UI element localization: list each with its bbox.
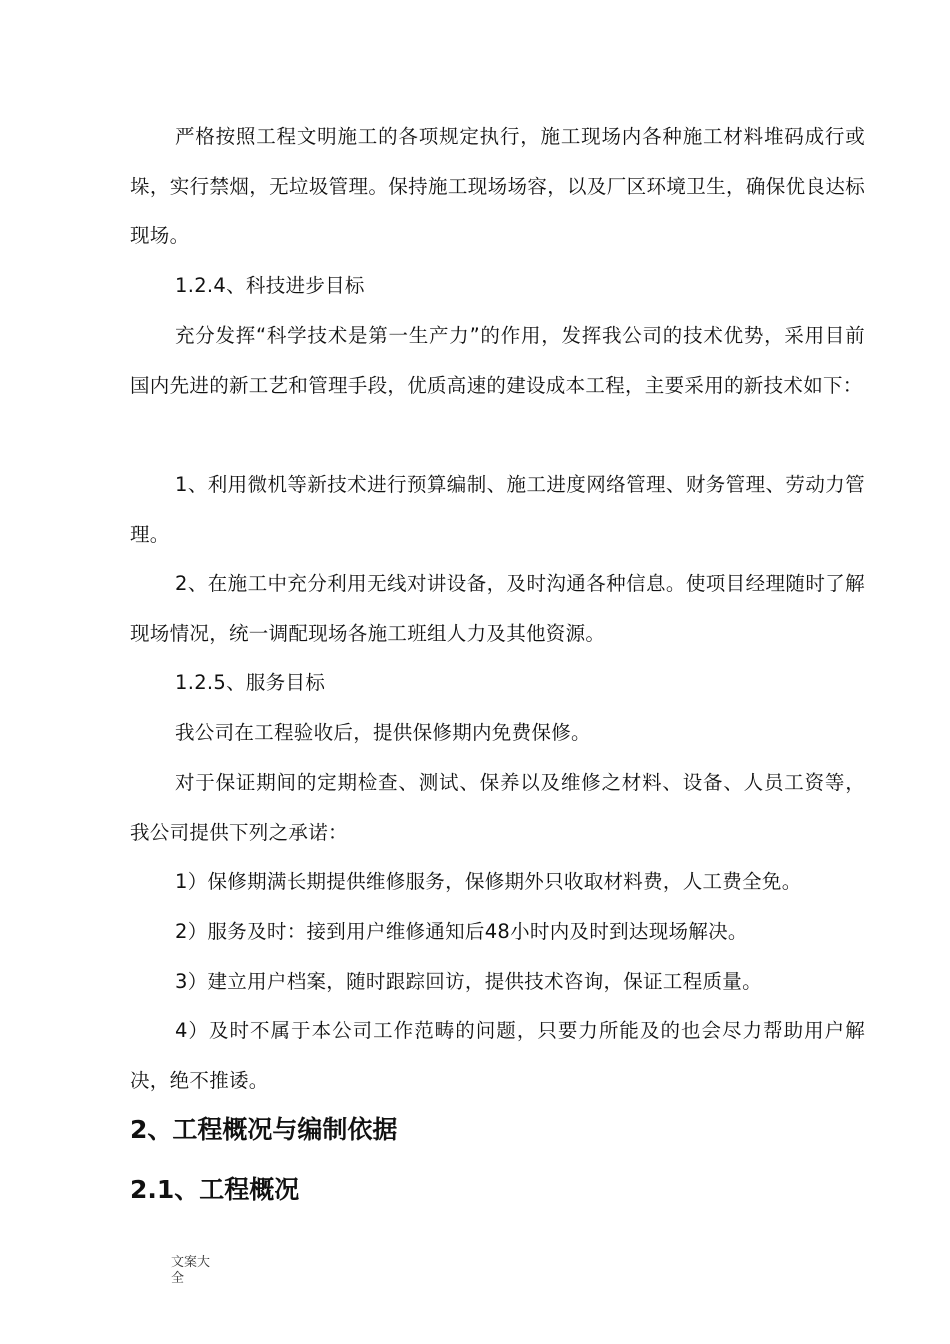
list-item-extra-help: 4）及时不属于本公司工作范畴的问题，只要力所能及的也会尽力帮助用户解决，绝不推诿。 [130, 1019, 865, 1092]
page-footer: 文案大全 [171, 1255, 211, 1286]
section-heading-1-2-5: 1.2.5、服务目标 [175, 671, 326, 694]
chapter-heading-2: 2、工程概况与编制依据 [130, 1115, 398, 1144]
list-item-wireless-intercom: 2、在施工中充分利用无线对讲设备，及时沟通各种信息。使项目经理随时了解现场情况，统一调配现场各施工班组人力及其他资源。 [130, 572, 865, 645]
paragraph-site-management: 严格按照工程文明施工的各项规定执行，施工现场内各种施工材料堆码成行或垛，实行禁烟，无垃圾管理。保持施工现场场容，以及厂区环境卫生，确保优良达标现场。 [130, 125, 865, 247]
list-item-user-records: 3）建立用户档案，随时跟踪回访，提供技术咨询，保证工程质量。 [175, 970, 762, 993]
section-heading-2-1: 2.1、工程概况 [130, 1175, 300, 1204]
paragraph-technology-advantage: 充分发挥“科学技术是第一生产力”的作用，发挥我公司的技术优势，采用目前国内先进的新工艺和管理手段，优质高速的建设成本工程，主要采用的新技术如下： [130, 324, 865, 397]
paragraph-warranty-commitments: 对于保证期间的定期检查、测试、保养以及维修之材料、设备、人员工资等，我公司提供下列之承诺： [130, 771, 865, 844]
paragraph-free-warranty: 我公司在工程验收后，提供保修期内免费保修。 [175, 721, 591, 744]
list-item-long-term-service: 1）保修期满长期提供维修服务，保修期外只收取材料费，人工费全免。 [175, 870, 802, 893]
list-item-computer-technology: 1、利用微机等新技术进行预算编制、施工进度网络管理、财务管理、劳动力管理。 [130, 473, 865, 546]
list-item-timely-service: 2）服务及时：接到用户维修通知后48小时内及时到达现场解决。 [175, 920, 748, 943]
section-heading-1-2-4: 1.2.4、科技进步目标 [175, 274, 365, 297]
